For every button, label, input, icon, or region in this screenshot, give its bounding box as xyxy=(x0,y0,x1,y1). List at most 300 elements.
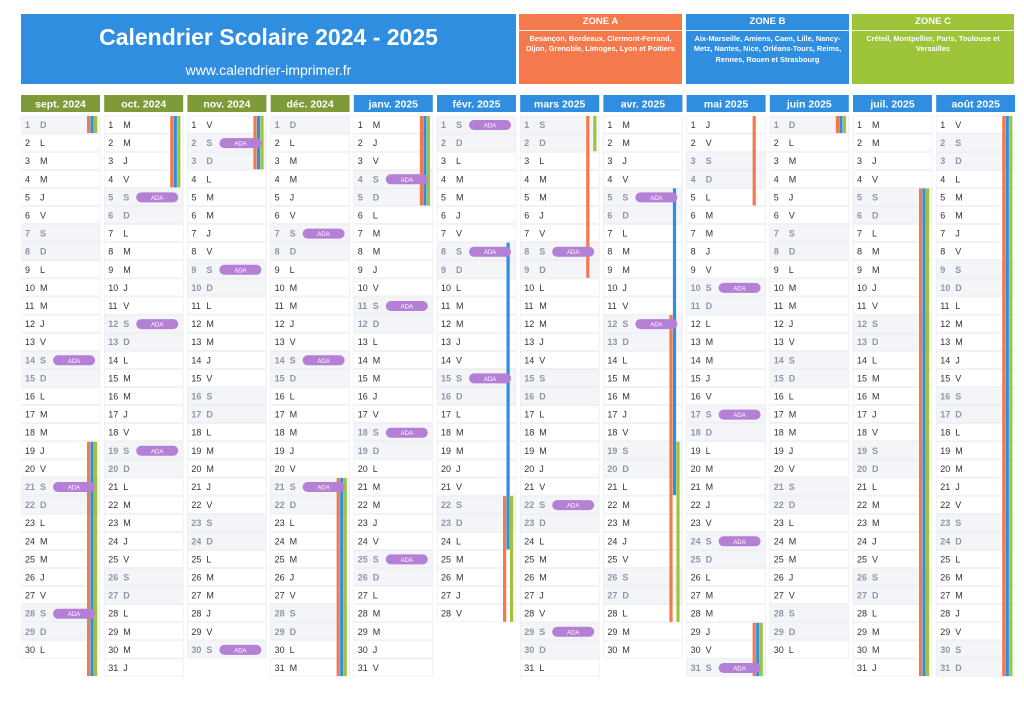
day-number: 2 xyxy=(25,138,31,149)
weekday-letter: L xyxy=(206,554,212,565)
day-number: 19 xyxy=(524,445,535,456)
day-number: 11 xyxy=(857,301,867,311)
day-number: 4 xyxy=(940,174,946,185)
zone-b-holiday-bar xyxy=(91,442,94,676)
weekday-letter: D xyxy=(206,536,213,547)
day-number: 22 xyxy=(690,500,701,511)
weekday-letter: J xyxy=(622,156,627,167)
day-number: 22 xyxy=(441,500,452,511)
day-number: 13 xyxy=(773,337,784,348)
day-number: 8 xyxy=(274,246,280,257)
day-number: 8 xyxy=(25,246,31,257)
weekday-letter: V xyxy=(788,337,795,348)
weekday-letter: J xyxy=(955,608,960,619)
weekday-letter: M xyxy=(289,427,298,438)
ada-label: ADA xyxy=(400,304,413,311)
day-number: 13 xyxy=(25,337,36,348)
month-column xyxy=(603,95,682,658)
day-number: 30 xyxy=(857,644,868,655)
day-cell xyxy=(104,261,183,278)
day-number: 12 xyxy=(25,319,36,330)
zone-c-holiday-bar xyxy=(593,116,596,151)
day-cell xyxy=(437,207,516,224)
ada-label: ADA xyxy=(67,485,81,492)
day-number: 25 xyxy=(690,554,701,565)
day-number: 26 xyxy=(524,572,535,583)
day-number: 26 xyxy=(274,572,285,583)
day-cell xyxy=(770,225,849,242)
day-number: 28 xyxy=(857,608,868,619)
weekday-letter: D xyxy=(788,500,796,511)
zone-c-holiday-bar xyxy=(427,116,430,206)
weekday-letter: D xyxy=(289,373,297,384)
day-number: 7 xyxy=(940,228,946,239)
day-number: 11 xyxy=(773,301,784,311)
day-number: 19 xyxy=(607,445,618,456)
zone-a-holiday-bar xyxy=(753,116,756,206)
weekday-letter: J xyxy=(705,120,711,130)
weekday-letter: M xyxy=(539,554,547,565)
weekday-letter: D xyxy=(539,518,546,529)
day-number: 22 xyxy=(274,500,285,511)
day-number: 29 xyxy=(857,626,868,637)
day-number: 5 xyxy=(357,192,363,203)
day-number: 17 xyxy=(191,409,202,420)
zone-c-holiday-bar xyxy=(1009,116,1012,676)
weekday-letter: M xyxy=(289,301,298,311)
day-cell xyxy=(271,152,350,169)
day-number: 14 xyxy=(25,355,36,366)
day-number: 15 xyxy=(357,373,368,384)
ada-label: ADA xyxy=(234,648,247,655)
day-number: 30 xyxy=(690,644,701,655)
weekday-letter: M xyxy=(955,337,963,348)
weekday-letter: L xyxy=(40,138,46,149)
weekday-letter: L xyxy=(456,409,462,420)
day-number: 24 xyxy=(357,536,368,547)
day-number: 26 xyxy=(108,572,119,583)
weekday-letter: S xyxy=(788,608,795,619)
weekday-letter: M xyxy=(872,626,880,637)
day-cell xyxy=(271,207,350,224)
ada-label: ADA xyxy=(151,449,164,456)
weekday-letter: D xyxy=(123,337,130,348)
day-number: 22 xyxy=(857,500,868,511)
weekday-letter: S xyxy=(123,319,130,330)
weekday-letter: S xyxy=(955,391,962,402)
day-number: 25 xyxy=(108,554,119,565)
weekday-letter: M xyxy=(539,445,547,456)
weekday-letter: L xyxy=(788,138,794,149)
weekday-letter: L xyxy=(289,518,295,529)
day-number: 3 xyxy=(357,156,363,167)
day-number: 16 xyxy=(607,391,618,402)
weekday-letter: L xyxy=(456,282,462,293)
day-number: 17 xyxy=(690,409,701,420)
weekday-letter: J xyxy=(206,482,211,492)
weekday-letter: L xyxy=(955,174,961,185)
weekday-letter: J xyxy=(872,409,877,420)
day-number: 14 xyxy=(607,355,618,366)
weekday-letter: M xyxy=(456,319,464,330)
zone-b-cities: Aix-Marseille, Amiens, Caen, Lille, Nancy-Metz, Nantes, Nice, Orléans-Tours, Reims, Rennes, Rouen et Strasbourg xyxy=(693,34,842,64)
day-number: 22 xyxy=(191,500,202,511)
day-cell xyxy=(770,243,849,260)
day-number: 16 xyxy=(857,391,868,402)
day-number: 28 xyxy=(191,608,202,619)
weekday-letter: L xyxy=(539,282,545,293)
weekday-letter: J xyxy=(872,536,877,547)
day-number: 28 xyxy=(441,608,452,619)
weekday-letter: J xyxy=(40,445,45,456)
month-column xyxy=(853,95,932,676)
weekday-letter: V xyxy=(372,409,379,420)
day-number: 3 xyxy=(191,156,197,167)
day-number: 24 xyxy=(690,536,701,547)
weekday-letter: J xyxy=(539,463,544,474)
zone-a-holiday-bar xyxy=(1002,116,1005,676)
day-number: 5 xyxy=(441,192,447,203)
weekday-letter: D xyxy=(372,319,380,330)
day-number: 30 xyxy=(108,644,119,655)
day-number: 28 xyxy=(25,608,36,619)
day-number: 17 xyxy=(108,409,119,420)
website-url: www.calendrier-imprimer.fr xyxy=(185,62,352,78)
weekday-letter: J xyxy=(622,409,627,420)
day-number: 9 xyxy=(857,264,863,275)
ada-label: ADA xyxy=(483,250,497,257)
day-number: 17 xyxy=(274,409,285,420)
weekday-letter: M xyxy=(123,264,131,275)
weekday-letter: V xyxy=(206,120,213,130)
ada-label: ADA xyxy=(567,630,580,637)
day-number: 7 xyxy=(191,228,197,239)
day-number: 28 xyxy=(940,608,951,619)
weekday-letter: V xyxy=(872,301,879,311)
ada-label: ADA xyxy=(567,250,580,257)
weekday-letter: S xyxy=(955,264,962,275)
day-number: 10 xyxy=(524,282,535,293)
weekday-letter: V xyxy=(123,174,130,185)
weekday-letter: M xyxy=(622,138,630,149)
weekday-letter: L xyxy=(539,536,545,547)
weekday-letter: D xyxy=(372,445,380,456)
weekday-letter: M xyxy=(622,518,630,529)
weekday-letter: J xyxy=(705,626,711,637)
day-number: 13 xyxy=(108,337,119,348)
weekday-letter: V xyxy=(289,210,296,221)
day-number: 16 xyxy=(108,391,119,402)
weekday-letter: J xyxy=(206,355,211,366)
day-number: 30 xyxy=(607,644,618,655)
weekday-letter: M xyxy=(206,319,214,330)
day-number: 20 xyxy=(857,463,868,474)
day-number: 17 xyxy=(773,409,784,420)
weekday-letter: M xyxy=(788,156,797,167)
day-number: 18 xyxy=(357,427,368,438)
day-number: 13 xyxy=(690,337,701,348)
day-number: 25 xyxy=(940,554,951,565)
day-cell xyxy=(770,170,849,187)
weekday-letter: J xyxy=(705,500,711,511)
day-number: 27 xyxy=(690,590,701,601)
day-number: 17 xyxy=(441,409,452,420)
day-number: 20 xyxy=(191,463,202,474)
day-number: 22 xyxy=(607,500,618,511)
day-number: 4 xyxy=(857,174,863,185)
weekday-letter: S xyxy=(372,427,379,438)
weekday-letter: M xyxy=(289,409,298,420)
weekday-letter: D xyxy=(539,138,546,149)
day-number: 11 xyxy=(191,301,201,311)
weekday-letter: V xyxy=(622,427,629,438)
day-number: 24 xyxy=(857,536,868,547)
weekday-letter: S xyxy=(955,138,962,149)
ada-label: ADA xyxy=(151,322,164,329)
day-number: 27 xyxy=(108,590,119,601)
day-number: 14 xyxy=(773,355,784,366)
weekday-letter: L xyxy=(705,192,711,203)
day-number: 5 xyxy=(274,192,280,203)
weekday-letter: S xyxy=(40,482,47,492)
weekday-letter: V xyxy=(40,590,47,601)
weekday-letter: M xyxy=(622,264,630,275)
weekday-letter: V xyxy=(40,210,47,221)
weekday-letter: V xyxy=(206,626,213,637)
weekday-letter: M xyxy=(40,409,48,420)
weekday-letter: M xyxy=(123,626,131,637)
weekday-letter: J xyxy=(372,391,378,402)
day-number: 9 xyxy=(108,264,114,275)
weekday-letter: M xyxy=(456,572,464,583)
day-number: 9 xyxy=(524,264,530,275)
weekday-letter: V xyxy=(372,663,379,673)
day-number: 27 xyxy=(441,590,452,601)
weekday-letter: J xyxy=(206,228,211,239)
weekday-letter: D xyxy=(289,120,297,130)
day-cell xyxy=(271,188,350,205)
weekday-letter: L xyxy=(622,228,628,239)
day-number: 25 xyxy=(524,554,535,565)
day-number: 22 xyxy=(108,500,119,511)
month-column xyxy=(271,95,350,676)
weekday-letter: S xyxy=(955,644,962,655)
day-cell xyxy=(21,134,100,151)
ada-label: ADA xyxy=(483,123,497,130)
weekday-letter: V xyxy=(289,590,296,601)
day-number: 7 xyxy=(524,228,530,239)
weekday-letter: L xyxy=(955,427,961,438)
day-cell xyxy=(21,243,100,260)
weekday-letter: M xyxy=(955,572,963,583)
weekday-letter: S xyxy=(372,301,379,311)
month-name: avr. 2025 xyxy=(620,98,666,111)
weekday-letter: V xyxy=(705,264,712,275)
weekday-letter: V xyxy=(705,644,712,655)
day-number: 19 xyxy=(441,445,452,456)
day-number: 5 xyxy=(690,192,696,203)
weekday-letter: L xyxy=(123,482,129,492)
weekday-letter: M xyxy=(123,500,131,511)
day-number: 9 xyxy=(773,264,779,275)
weekday-letter: M xyxy=(372,246,381,257)
day-number: 12 xyxy=(274,319,285,330)
weekday-letter: D xyxy=(872,463,879,474)
day-number: 26 xyxy=(690,572,701,583)
weekday-letter: J xyxy=(788,319,794,330)
day-number: 14 xyxy=(108,355,119,366)
ada-label: ADA xyxy=(67,358,81,365)
day-number: 24 xyxy=(191,536,202,547)
weekday-letter: L xyxy=(622,482,628,492)
weekday-letter: M xyxy=(456,427,464,438)
weekday-letter: D xyxy=(289,626,297,637)
weekday-letter: S xyxy=(622,572,629,583)
day-number: 26 xyxy=(607,572,618,583)
day-number: 30 xyxy=(25,644,36,655)
day-number: 12 xyxy=(607,319,618,330)
weekday-letter: J xyxy=(372,644,378,655)
day-number: 4 xyxy=(773,174,779,185)
ada-label: ADA xyxy=(650,322,663,329)
ada-label: ADA xyxy=(400,557,413,564)
weekday-letter: J xyxy=(622,282,627,293)
day-number: 20 xyxy=(607,463,618,474)
weekday-letter: S xyxy=(872,445,879,456)
zone-a-legend xyxy=(519,14,682,84)
weekday-letter: M xyxy=(206,445,214,456)
weekday-letter: D xyxy=(206,409,213,420)
weekday-letter: M xyxy=(289,174,298,185)
day-number: 1 xyxy=(857,120,863,130)
weekday-letter: L xyxy=(788,518,794,529)
weekday-letter: M xyxy=(372,120,381,130)
month-name: déc. 2024 xyxy=(286,98,334,111)
day-number: 3 xyxy=(441,156,447,167)
day-number: 1 xyxy=(108,120,114,130)
day-number: 23 xyxy=(524,518,535,529)
weekday-letter: M xyxy=(206,463,214,474)
day-number: 7 xyxy=(690,228,696,239)
weekday-letter: L xyxy=(955,301,961,311)
zone-a-holiday-bar xyxy=(836,116,839,133)
day-number: 8 xyxy=(191,246,197,257)
weekday-letter: L xyxy=(372,590,378,601)
day-number: 13 xyxy=(274,337,285,348)
day-number: 2 xyxy=(607,138,613,149)
weekday-letter: V xyxy=(206,246,213,257)
weekday-letter: M xyxy=(456,174,464,185)
day-number: 3 xyxy=(108,156,114,167)
weekday-letter: M xyxy=(872,518,880,529)
day-number: 30 xyxy=(274,644,285,655)
weekday-letter: J xyxy=(372,518,378,529)
weekday-letter: V xyxy=(955,626,962,637)
day-number: 8 xyxy=(607,246,613,257)
weekday-letter: J xyxy=(289,192,295,203)
day-number: 13 xyxy=(191,337,202,348)
day-number: 17 xyxy=(857,409,868,420)
day-number: 18 xyxy=(524,427,535,438)
weekday-letter: J xyxy=(539,590,544,601)
weekday-letter: S xyxy=(788,482,795,492)
day-number: 5 xyxy=(191,192,197,203)
day-number: 5 xyxy=(524,192,530,203)
day-cell xyxy=(271,134,350,151)
weekday-letter: V xyxy=(872,174,879,185)
weekday-letter: L xyxy=(123,355,129,366)
weekday-letter: S xyxy=(622,192,629,203)
weekday-letter: M xyxy=(705,210,714,221)
day-number: 24 xyxy=(274,536,285,547)
weekday-letter: S xyxy=(872,319,879,330)
weekday-letter: M xyxy=(955,590,963,601)
weekday-letter: J xyxy=(123,536,128,547)
weekday-letter: J xyxy=(123,156,128,167)
weekday-letter: V xyxy=(872,427,879,438)
day-number: 27 xyxy=(524,590,535,601)
weekday-letter: V xyxy=(622,301,629,311)
zone-c-holiday-bar xyxy=(177,116,180,187)
day-number: 8 xyxy=(524,246,530,257)
day-number: 6 xyxy=(274,210,280,221)
month-column xyxy=(437,95,516,622)
day-number: 17 xyxy=(524,409,535,420)
weekday-letter: V xyxy=(539,355,546,366)
weekday-letter: V xyxy=(872,554,879,565)
day-number: 16 xyxy=(274,391,285,402)
weekday-letter: V xyxy=(539,482,546,492)
day-number: 23 xyxy=(274,518,285,529)
weekday-letter: M xyxy=(206,210,214,221)
weekday-letter: V xyxy=(955,246,962,257)
day-number: 18 xyxy=(940,427,951,438)
day-number: 1 xyxy=(940,120,946,130)
zone-c-holiday-bar xyxy=(676,442,679,622)
day-number: 18 xyxy=(690,427,701,438)
day-number: 19 xyxy=(857,445,868,456)
zone-a-holiday-bar xyxy=(420,116,423,206)
day-number: 6 xyxy=(25,210,31,221)
day-number: 23 xyxy=(108,518,119,529)
weekday-letter: V xyxy=(456,355,463,366)
day-number: 9 xyxy=(940,264,946,275)
day-number: 7 xyxy=(607,228,613,239)
weekday-letter: S xyxy=(289,228,296,239)
month-name: oct. 2024 xyxy=(121,98,167,111)
day-number: 29 xyxy=(690,626,701,637)
weekday-letter: S xyxy=(289,355,296,366)
day-number: 6 xyxy=(690,210,696,221)
day-number: 24 xyxy=(773,536,784,547)
day-number: 26 xyxy=(25,572,36,583)
day-number: 13 xyxy=(441,337,452,348)
weekday-letter: M xyxy=(788,427,797,438)
day-cell xyxy=(187,225,266,242)
weekday-letter: J xyxy=(372,264,378,275)
weekday-letter: M xyxy=(788,282,797,293)
day-number: 8 xyxy=(940,246,946,257)
weekday-letter: V xyxy=(788,463,795,474)
day-number: 16 xyxy=(25,391,36,402)
day-number: 10 xyxy=(25,282,36,293)
weekday-letter: M xyxy=(955,210,963,221)
day-cell xyxy=(603,116,682,133)
weekday-letter: S xyxy=(372,554,379,565)
day-number: 10 xyxy=(607,282,618,293)
weekday-letter: M xyxy=(289,554,298,565)
day-number: 24 xyxy=(524,536,535,547)
